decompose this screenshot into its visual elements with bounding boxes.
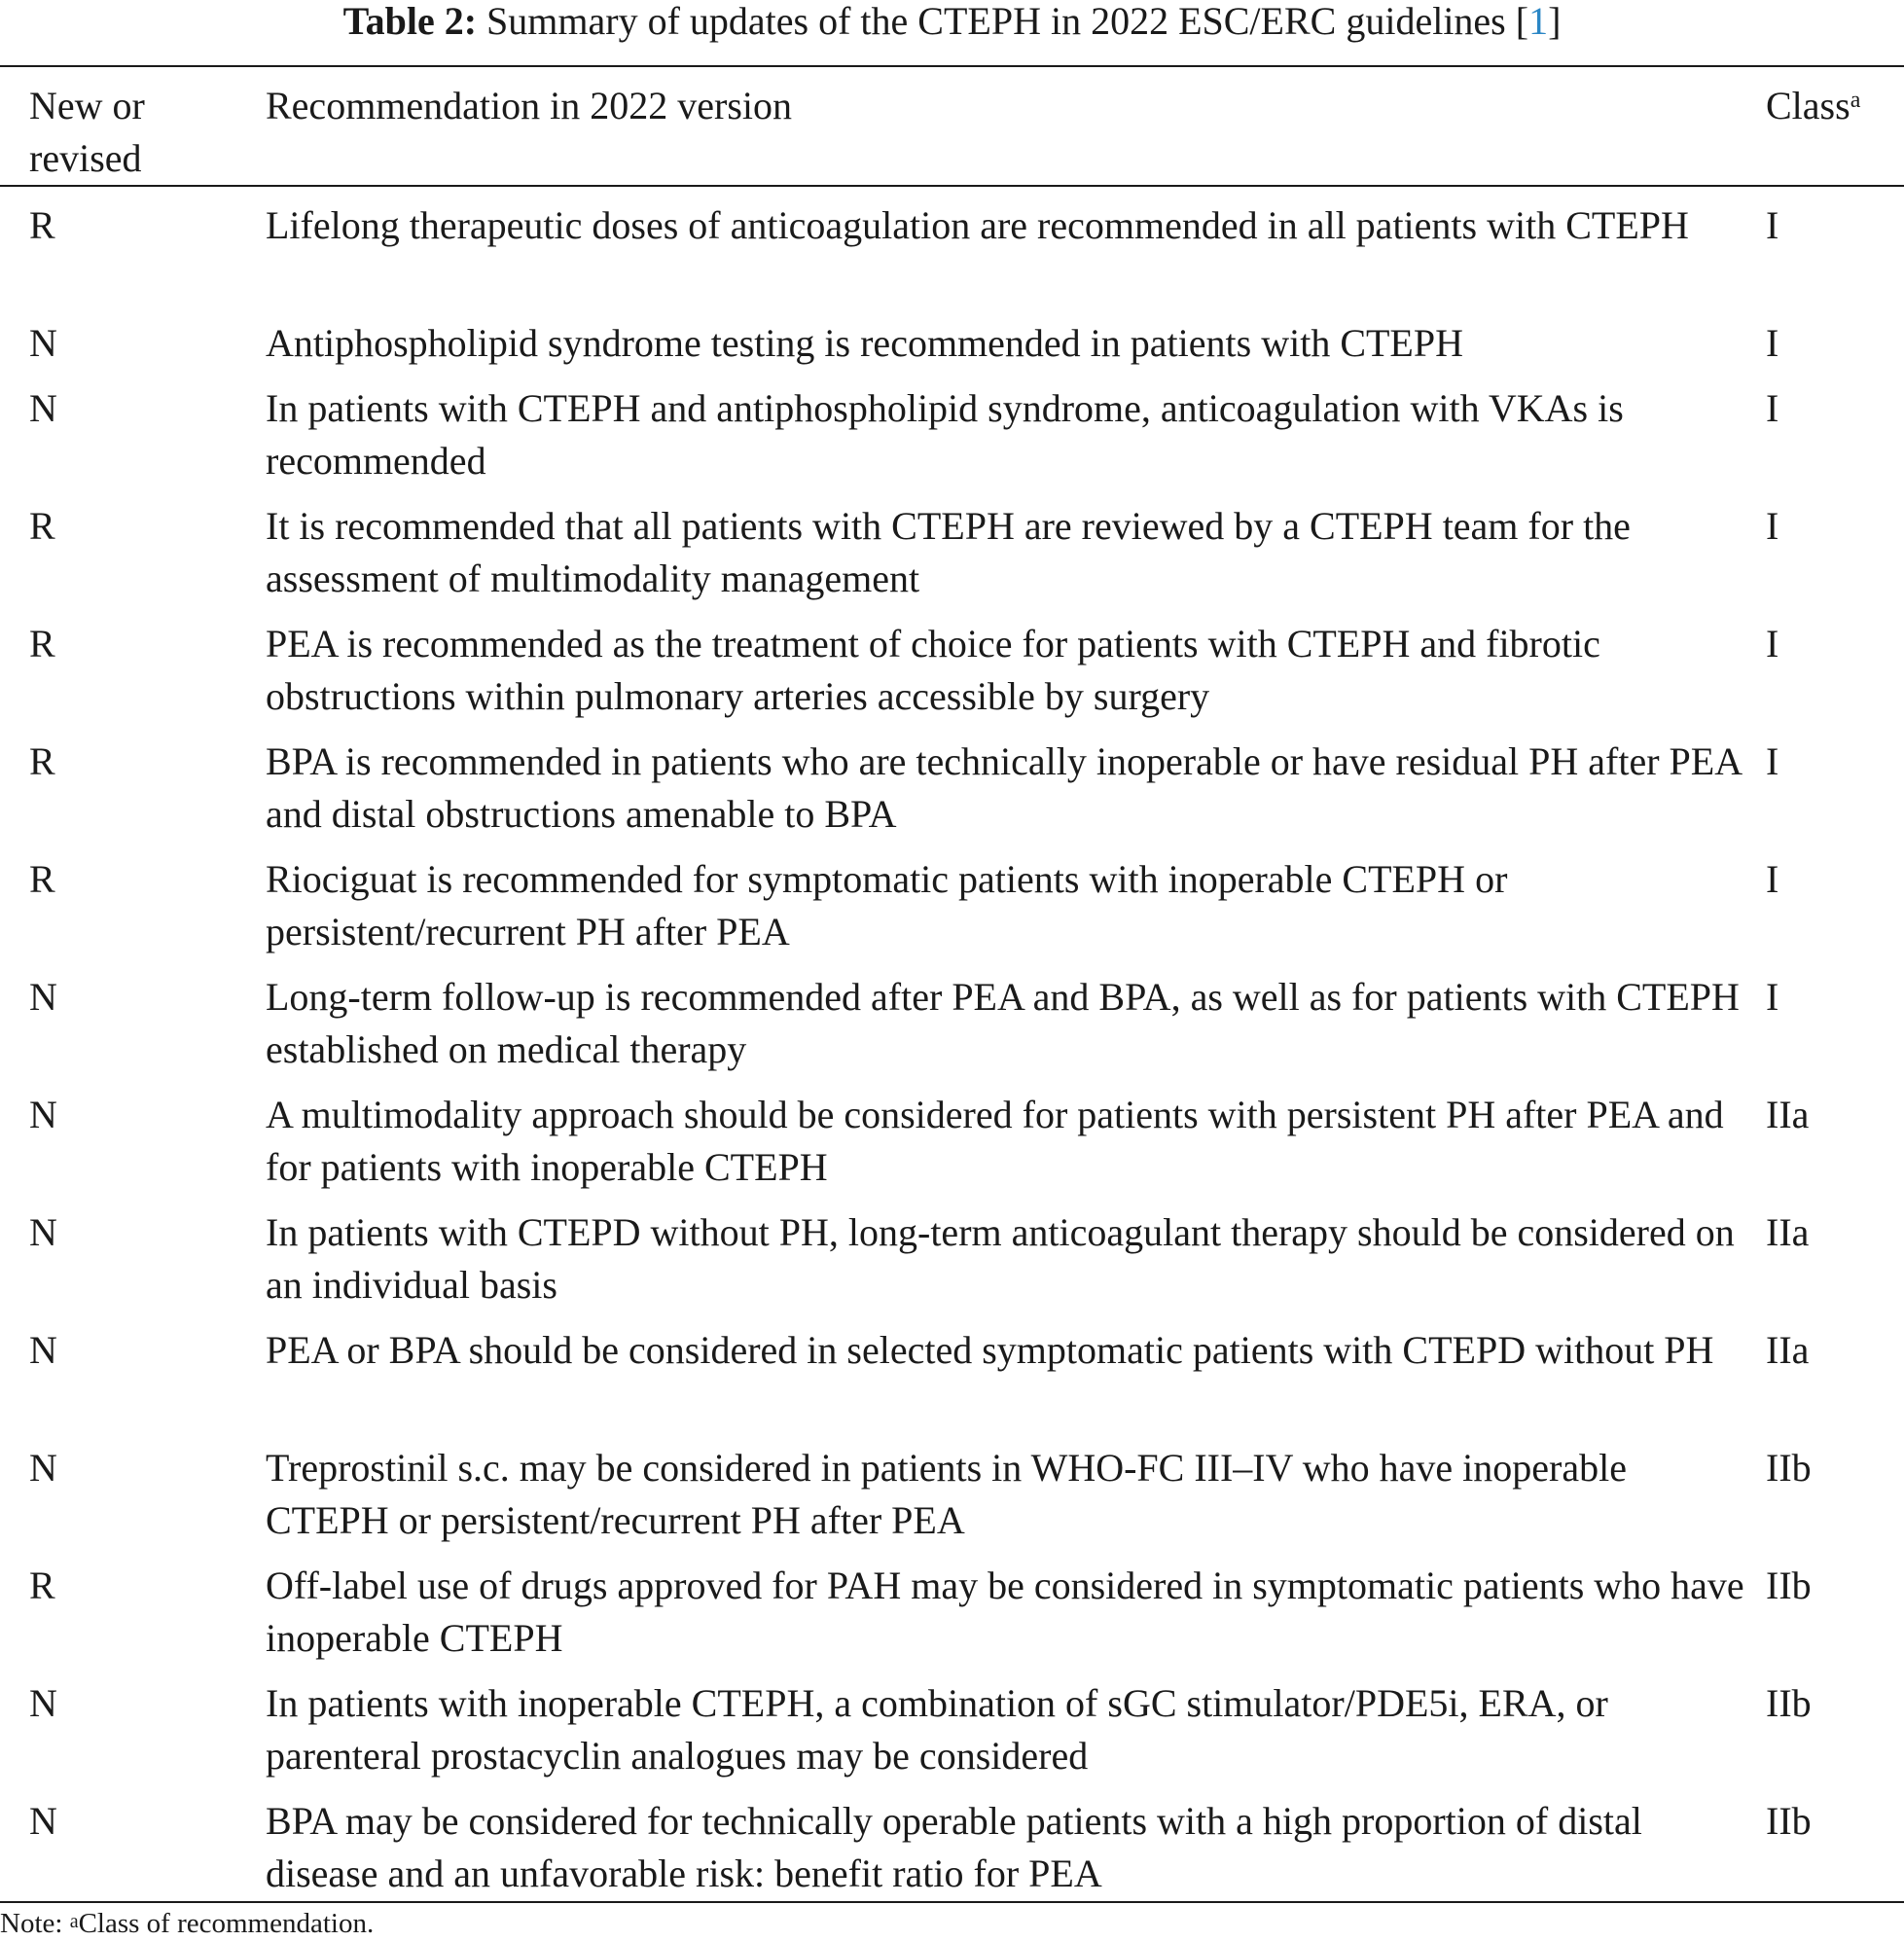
table-row (0, 1206, 1904, 1324)
cell-type: R (29, 203, 55, 247)
table-header-rule (0, 185, 1904, 187)
cell-type: R (29, 1564, 55, 1607)
cell-recommendation: It is recommended that all patients with CTEPH are reviewed by a CTEPH team for the assessment of multimodality management (266, 504, 1631, 600)
header-new-or-revised-line2: revised (29, 136, 142, 180)
cell-type: R (29, 739, 55, 783)
table-top-rule (0, 65, 1904, 67)
header-class (1766, 80, 1892, 132)
cell-class: I (1766, 386, 1779, 430)
citation-link[interactable]: 1 (1528, 0, 1549, 43)
cell-type: N (29, 1328, 57, 1372)
cell-class: I (1766, 739, 1779, 783)
cell-type: N (29, 975, 57, 1019)
cell-class: I (1766, 321, 1779, 365)
cell-type: R (29, 857, 55, 901)
cell-recommendation: Riociguat is recommended for symptomatic patients with inoperable CTEPH or persistent/recurrent PH after PEA (266, 857, 1508, 953)
table-row (0, 853, 1904, 971)
table-row (0, 1442, 1904, 1560)
table-row (0, 618, 1904, 736)
table-row (0, 1560, 1904, 1677)
table-caption-text: Summary of updates of the CTEPH in 2022 ESC/ERC guidelines (486, 0, 1506, 43)
cell-class: IIb (1766, 1681, 1812, 1725)
table-row (0, 500, 1904, 618)
table-caption (0, 0, 1904, 45)
header-new-or-revised (29, 80, 243, 185)
cell-type: N (29, 321, 57, 365)
table-row (0, 1324, 1904, 1442)
header-class-footnote-marker: a (1850, 88, 1861, 113)
cell-recommendation: PEA or BPA should be considered in selected symptomatic patients with CTEPD without PH (266, 1328, 1714, 1372)
cell-type: N (29, 1093, 57, 1136)
cell-class: IIa (1766, 1210, 1810, 1254)
cell-class: IIb (1766, 1446, 1812, 1490)
header-recommendation: Recommendation in 2022 version (266, 84, 793, 127)
cell-recommendation: In patients with CTEPH and antiphospholipid syndrome, anticoagulation with VKAs is recommended (266, 386, 1624, 483)
cell-recommendation: BPA may be considered for technically operable patients with a high proportion of distal disease and an unfavorable risk: benefit ratio for PEA (266, 1799, 1642, 1895)
cell-recommendation: In patients with inoperable CTEPH, a combination of sGC stimulator/PDE5i, ERA, or parenteral prostacyclin analogues may be considered (266, 1681, 1608, 1778)
table-note (0, 1907, 374, 1940)
table-row (0, 199, 1904, 317)
cell-type: N (29, 1210, 57, 1254)
cell-class: I (1766, 622, 1779, 665)
cell-recommendation: Treprostinil s.c. may be considered in patients in WHO-FC III–IV who have inoperable CTEPH or persistent/recurrent PH after PEA (266, 1446, 1627, 1542)
cell-type: N (29, 386, 57, 430)
cell-recommendation: BPA is recommended in patients who are technically inoperable or have residual PH after PEA and distal obstructions amenable to BPA (266, 739, 1741, 836)
cell-type: N (29, 1799, 57, 1843)
cell-recommendation: Long-term follow-up is recommended after PEA and BPA, as well as for patients with CTEPH established on medical therapy (266, 975, 1740, 1071)
table-caption-ref-close: ] (1548, 0, 1562, 43)
table-caption-label: Table 2: (342, 0, 478, 43)
cell-recommendation: A multimodality approach should be considered for patients with persistent PH after PEA and for patients with inoperable CTEPH (266, 1093, 1724, 1189)
table-note-text: Class of recommendation. (78, 1908, 375, 1939)
cell-recommendation: Antiphospholipid syndrome testing is recommended in patients with CTEPH (266, 321, 1463, 365)
cell-recommendation: Off-label use of drugs approved for PAH may be considered in symptomatic patients who have inoperable CTEPH (266, 1564, 1744, 1660)
cell-class: I (1766, 504, 1779, 548)
table-row (0, 736, 1904, 853)
table-row (0, 1677, 1904, 1795)
table-row (0, 317, 1904, 382)
cell-class: IIb (1766, 1799, 1812, 1843)
cell-class: I (1766, 857, 1779, 901)
cell-class: IIa (1766, 1093, 1810, 1136)
cell-recommendation: Lifelong therapeutic doses of anticoagulation are recommended in all patients with CTEPH (266, 203, 1689, 247)
cell-type: R (29, 622, 55, 665)
cell-class: I (1766, 203, 1779, 247)
table-caption-ref-open: [ (1515, 0, 1529, 43)
table-row (0, 1795, 1904, 1913)
cell-type: N (29, 1446, 57, 1490)
table-row (0, 1089, 1904, 1206)
table-bottom-rule (0, 1901, 1904, 1903)
table-note-footnote-marker: a (69, 1911, 79, 1932)
table-header-row (0, 80, 1904, 183)
cell-type: N (29, 1681, 57, 1725)
cell-type: R (29, 504, 55, 548)
cell-class: IIb (1766, 1564, 1812, 1607)
table-body (0, 199, 1904, 1913)
cell-class: IIa (1766, 1328, 1810, 1372)
table-row (0, 971, 1904, 1089)
cell-recommendation: In patients with CTEPD without PH, long-term anticoagulant therapy should be considered on an individual basis (266, 1210, 1735, 1307)
header-new-or-revised-line1: New or (29, 84, 145, 127)
cell-class: I (1766, 975, 1779, 1019)
table-row (0, 382, 1904, 500)
table-note-prefix: Note: (0, 1908, 70, 1939)
cell-recommendation: PEA is recommended as the treatment of choice for patients with CTEPH and fibrotic obstructions within pulmonary arteries accessible by surgery (266, 622, 1600, 718)
header-class-label: Class (1766, 84, 1850, 127)
